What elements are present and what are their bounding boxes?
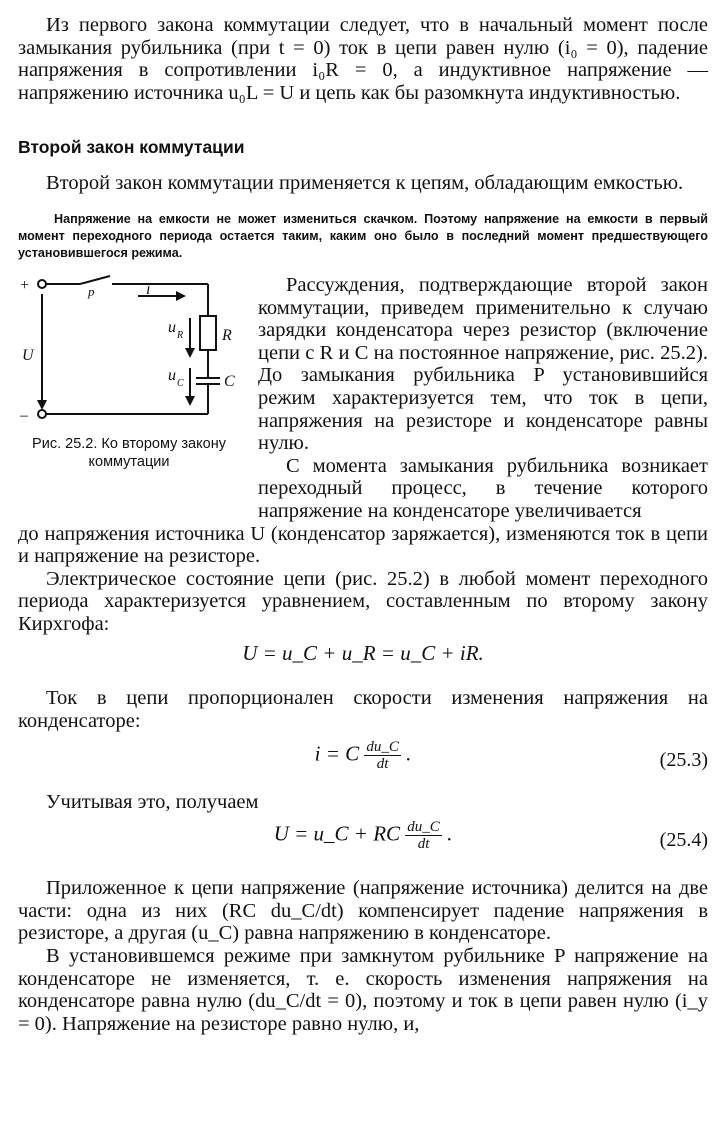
uc-subscript: C <box>177 377 184 389</box>
intro-paragraph: Из первого закона коммутации следует, что в начальный момент после замыкания рубильника (при t = 0) ток в цепи равен нулю (i₀ = 0), падение напряжения в сопротивлении i₀R = 0, а индуктивное напряжение — напряжению источника u₀L = U и цепь как бы разомкнута индуктивностью. <box>18 14 708 104</box>
resistor-label: R <box>222 326 232 344</box>
equation-kirchhoff <box>18 641 708 681</box>
figure-25-2 <box>18 274 240 471</box>
figure-side-text <box>258 274 708 523</box>
paragraph-current: Ток в цепи пропорционален скорости изменения напряжения на конденсаторе: <box>18 687 708 733</box>
plus-terminal-label: + <box>20 276 30 294</box>
eq-25-4-lhs: U = u_C + RC <box>273 821 401 846</box>
paragraph-steady-state: В установившемся режиме при замкнутом рубильнике P напряжение на конденсаторе не изменяется, т. е. скорость изменения напряжения на конденсаторе равна нулю (du_C/dt = 0), поэтому и ток в цепи равен нулю (i_у = 0). Напряжение на резисторе равно нулю, и, <box>18 945 708 1035</box>
paragraph-reasoning: Рассуждения, подтверждающие второй закон коммутации, приведем применительно к случаю зарядки конденсатора через резистор (включение цепи с R и C на постоянное напряжение, рис. 25.2). До замыкания рубильника P установившийся режим характеризуется тем, что ток в цепи, напряжения на резисторе и конденсаторе равны нулю. <box>258 273 708 455</box>
section-heading: Второй закон коммутации <box>18 137 245 158</box>
figure-row <box>18 274 708 523</box>
minus-terminal-label: – <box>20 406 28 424</box>
paragraph-kirchhoff: Электрическое состояние цепи (рис. 25.2) в любой момент переходного периода характеризуется уравнением, составленным по второму закону Кирхгофа: <box>18 567 708 635</box>
equation-25-4 <box>18 819 708 865</box>
figure-caption: Рис. 25.2. Ко второму закону коммутации <box>32 435 226 470</box>
current-label: i <box>146 280 151 298</box>
capacitor-label: C <box>224 372 235 390</box>
equation-25-3 <box>18 739 708 785</box>
paragraph-capacitance: Второй закон коммутации применяется к цепям, обладающим емкостью. <box>46 172 684 195</box>
ur-subscript: R <box>177 329 184 341</box>
document-page <box>18 14 708 1035</box>
voltage-label: U <box>22 346 34 364</box>
ur-label: u <box>168 318 176 336</box>
eq-25-4-numerator: du_C <box>407 819 440 836</box>
eq-25-4-denominator: dt <box>417 836 430 853</box>
paragraph-transient-a: С момента замыкания рубильника возникает переходный процесс, в течение которого напряжение на конденсаторе увеличивается <box>258 454 708 522</box>
switch-label: p <box>88 283 95 299</box>
equation-number-25-4: (25.4) <box>659 829 708 852</box>
paragraph-applied-voltage: Приложенное к цепи напряжение (напряжение источника) делится на две части: одна из них (RC du_C/dt) компенсирует падение напряжения в резисторе, а другая (u_C) равна напряжению в конденсаторе. <box>18 877 708 945</box>
eq-25-3-lhs: i = C <box>314 740 360 765</box>
circuit-diagram <box>18 274 240 429</box>
paragraph-considering: Учитывая это, получаем <box>46 790 259 813</box>
equation-number-25-3: (25.3) <box>659 748 708 771</box>
uc-label: u <box>168 366 176 384</box>
eq-25-3-tail: . <box>406 740 412 765</box>
eq-25-4-tail: . <box>447 821 453 846</box>
eq-25-3-denominator: dt <box>376 755 389 772</box>
equation-kirchhoff-text: U = u_C + u_R = u_C + iR. <box>242 641 484 666</box>
paragraph-transient-b: до напряжения источника U (конденсатор заряжается), изменяются ток в цепи и напряжение на резисторе. <box>18 522 708 568</box>
eq-25-3-numerator: du_C <box>366 738 399 755</box>
law-statement: Напряжение на емкости не может измениться скачком. Поэтому напряжение на емкости в первый момент переходного периода остается таким, каким оно было в последний момент предшествующего установившегося режима. <box>18 211 708 260</box>
